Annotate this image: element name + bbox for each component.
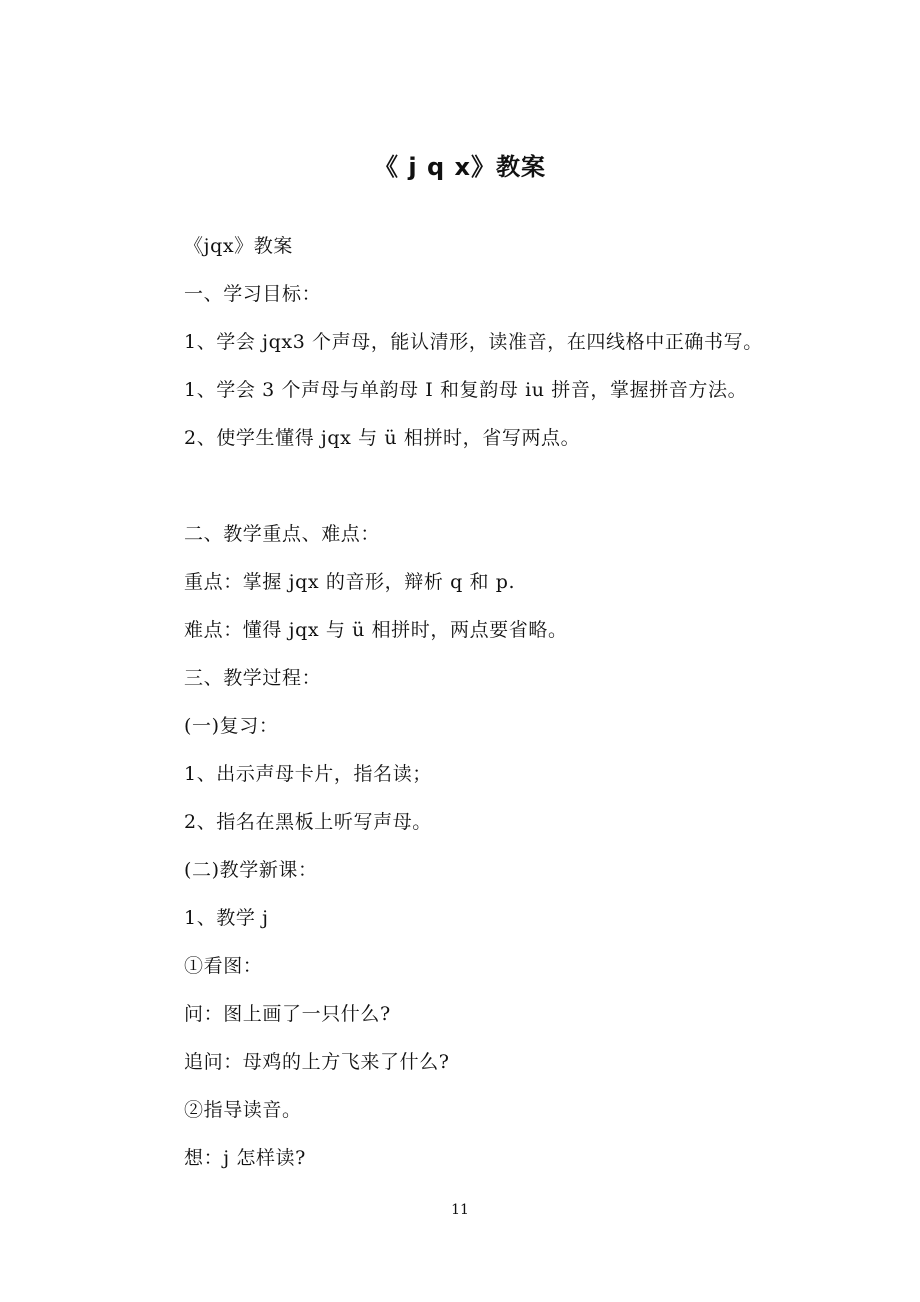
text-line: 2、指名在黑板上听写声母。 xyxy=(184,811,432,833)
text-line: ①看图： xyxy=(184,955,263,977)
subsection-heading: (二)教学新课： xyxy=(184,859,318,881)
text-line: 1、学会 jqx3 个声母，能认清形，读准音，在四线格中正确书写。 xyxy=(184,331,763,353)
text-line: 追问：母鸡的上方飞来了什么? xyxy=(184,1051,450,1073)
section-heading: 三、教学过程： xyxy=(184,667,322,689)
text-line: 问：图上画了一只什么? xyxy=(184,1003,391,1025)
document-title: 《 j q x》教案 xyxy=(374,153,546,181)
text-line: 《jqx》教案 xyxy=(184,235,293,257)
subsection-heading: (一)复习： xyxy=(184,715,279,737)
text-line: 重点：掌握 jqx 的音形，辩析 q 和 p. xyxy=(184,571,516,593)
text-line: 想：j 怎样读? xyxy=(184,1147,306,1169)
page-number: 11 xyxy=(451,1202,469,1218)
section-heading: 一、学习目标： xyxy=(184,283,322,305)
text-line: 2、使学生懂得 jqx 与 ü 相拼时，省写两点。 xyxy=(184,427,581,449)
text-line: 难点：懂得 jqx 与 ü 相拼时，两点要省略。 xyxy=(184,619,568,641)
text-line: 1、出示声母卡片，指名读； xyxy=(184,763,432,785)
text-line: ②指导读音。 xyxy=(184,1099,302,1121)
text-line: 1、学会 3 个声母与单韵母 I 和复韵母 iu 拼音，掌握拼音方法。 xyxy=(184,379,748,401)
section-heading: 二、教学重点、难点： xyxy=(184,523,381,545)
text-line: 1、教学 j xyxy=(184,907,269,929)
